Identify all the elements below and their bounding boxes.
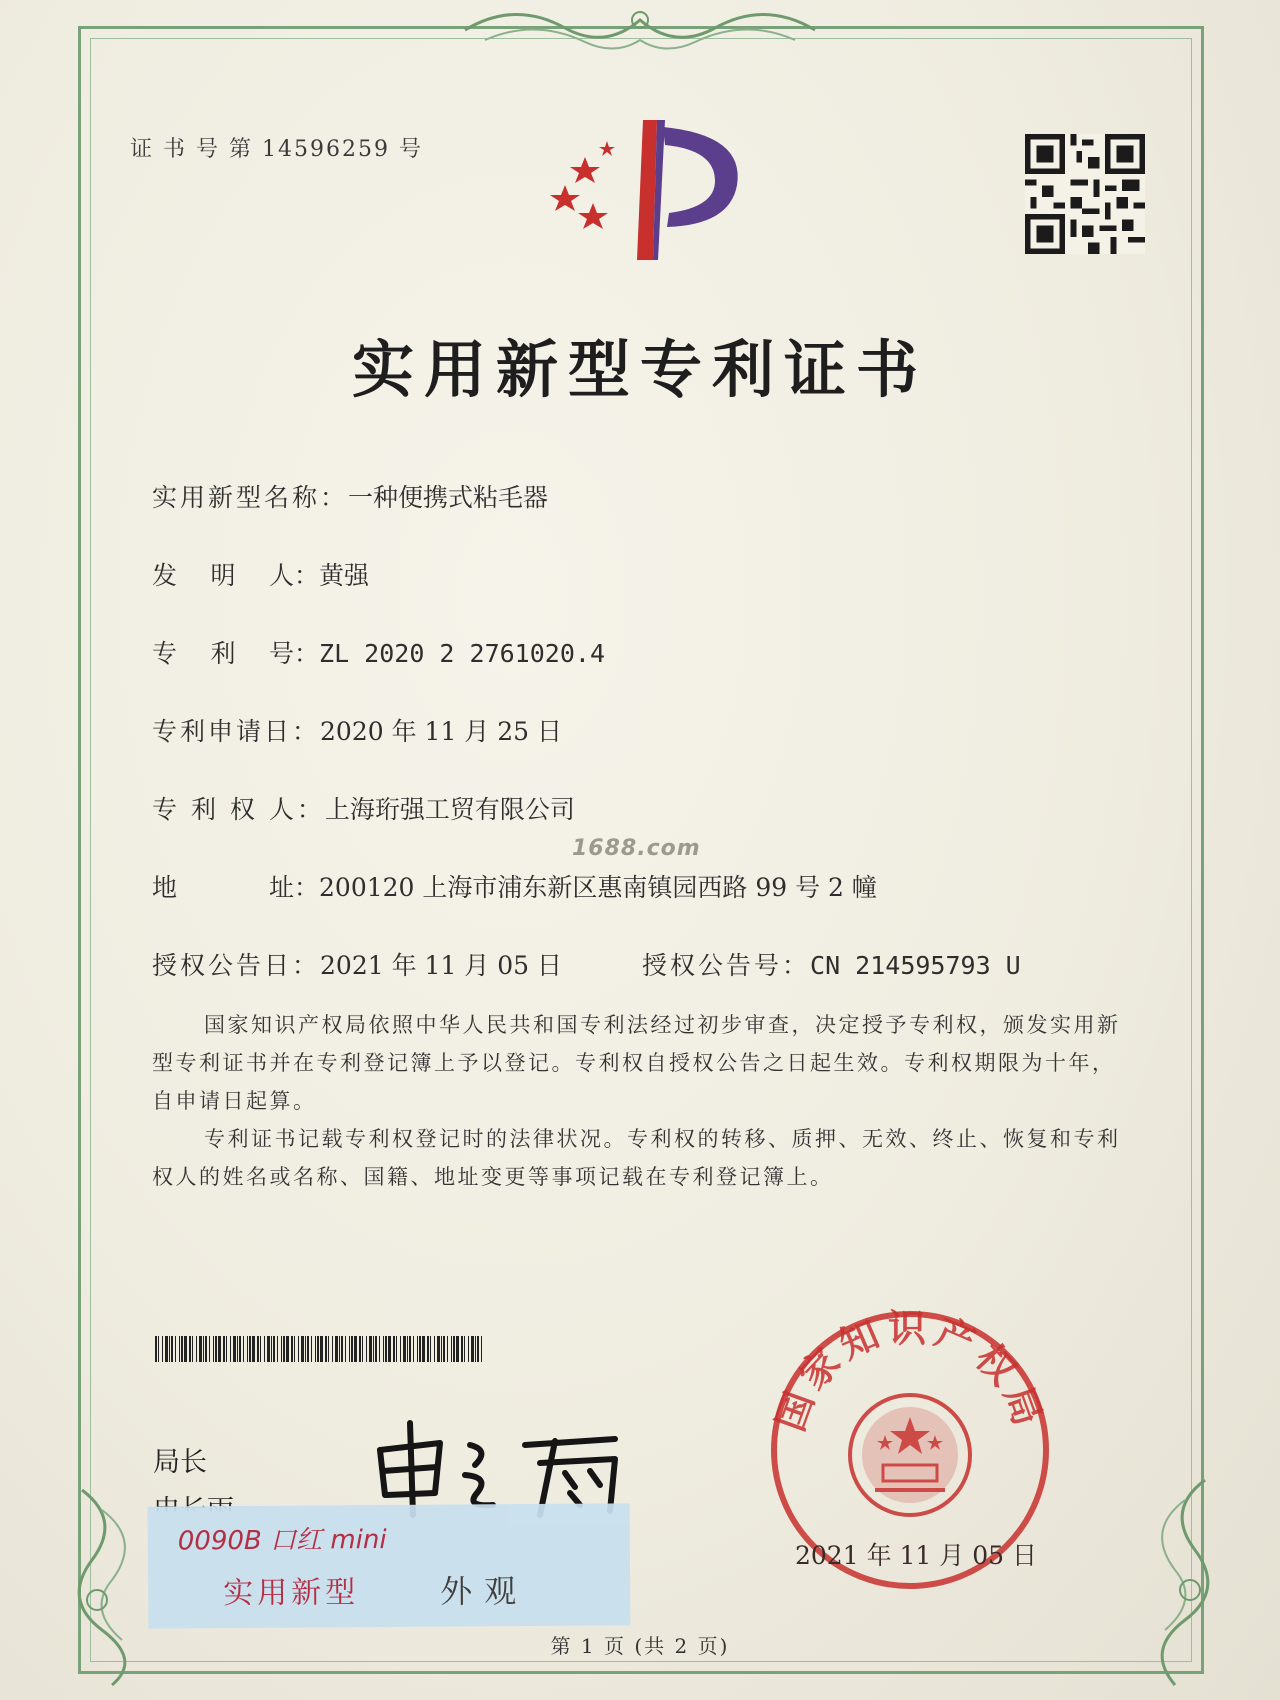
seal-text: 国家知识产权局: [768, 1306, 1052, 1437]
body-paragraph-1: 国家知识产权局依照中华人民共和国专利法经过初步审查，决定授予专利权，颁发实用新型专利证书并在专利登记簿上予以登记。专利权自授权公告之日起生效。专利权期限为十年，自申请日起算。: [152, 1013, 1121, 1113]
body-paragraph-2: 专利证书记载专利权登记时的法律状况。专利权的转移、质押、无效、终止、恢复和专利权人的姓名或名称、国籍、地址变更等事项记载在专利登记簿上。: [152, 1127, 1121, 1189]
sticky-note-line-3: 外观: [440, 1572, 529, 1611]
utility-model-name-value: 一种便携式粘毛器: [348, 483, 549, 512]
patentee-row: [152, 790, 575, 826]
announcement-date-value: 2021 年 11 月 05 日: [320, 951, 562, 980]
utility-model-name-row: [152, 478, 548, 514]
sticky-note-line-2: 实用新型: [223, 1575, 360, 1612]
address-value: 200120 上海市浦东新区惠南镇园西路 99 号 2 幢: [319, 873, 877, 902]
patent-number-label: 专 利 号: [152, 639, 294, 668]
certificate-number: 证 书 号 第 14596259 号: [130, 137, 423, 162]
announcement-number-label: 授权公告号：: [642, 951, 811, 980]
inventor-label: 发 明 人: [152, 561, 294, 590]
address-label: 地 址: [152, 873, 294, 902]
patentee-label: 专 利 权 人：: [152, 795, 325, 824]
address-row: 地 址 ：200120 上海市浦东新区惠南镇园西路 99 号 2 幢: [152, 868, 877, 904]
patentee-value: 上海珩强工贸有限公司: [324, 795, 575, 824]
qr-code: [1025, 134, 1145, 254]
patent-number-value: ZL 2020 2 2761020.4: [319, 639, 605, 668]
announcement-date-label: 授权公告日：: [152, 951, 321, 980]
patent-number-row: 专 利 号 ：ZL 2020 2 2761020.4: [152, 634, 605, 670]
certificate-body: [152, 1006, 1122, 1196]
director-title: 局长: [153, 1447, 207, 1478]
filing-date-value: 2020 年 11 月 25 日: [320, 717, 562, 746]
top-ornament: [455, 0, 825, 62]
sticky-note: [148, 1503, 631, 1628]
certificate-title: 实用新型专利证书: [351, 333, 928, 406]
filing-date-label: 专利申请日：: [152, 717, 321, 746]
inventor-value: 黄强: [319, 561, 370, 590]
announcement-number-row: [642, 946, 1021, 982]
utility-model-name-label: 实用新型名称：: [152, 483, 349, 512]
cnipa-logo-icon: [545, 115, 745, 265]
announcement-number-value: CN 214595793 U: [810, 951, 1021, 980]
seal-date: 2021 年 11 月 05 日: [795, 1541, 1037, 1570]
inventor-row: 发 明 人 ：黄强: [152, 556, 369, 592]
announcement-date-row: [152, 946, 562, 982]
filing-date-row: [152, 712, 562, 748]
watermark: 1688.com: [572, 836, 701, 861]
sticky-note-line-1: 0090B 口红 mini: [177, 1525, 387, 1557]
page-number: 第 1 页 (共 2 页): [550, 1634, 730, 1658]
barcode: [155, 1336, 485, 1362]
national-emblem-icon: [850, 1395, 970, 1515]
